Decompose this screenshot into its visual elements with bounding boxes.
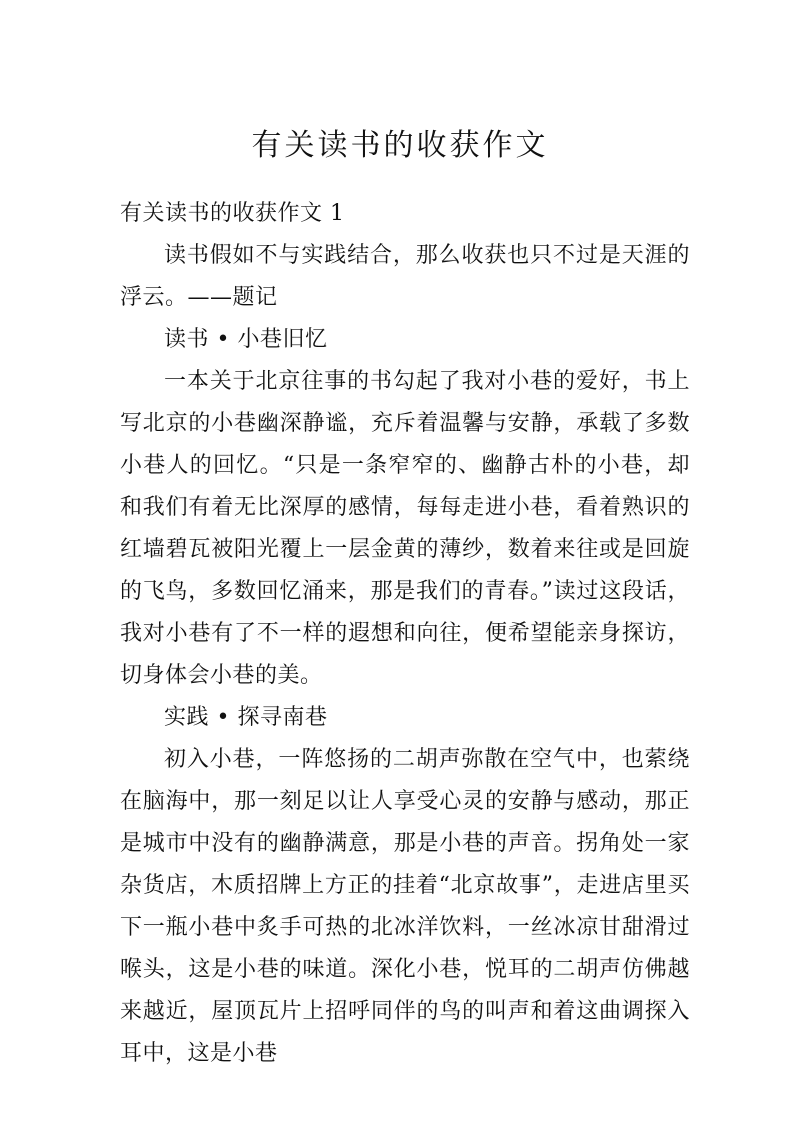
subheading-practice: 实践 • 探寻南巷 <box>164 705 328 730</box>
body-paragraph: 一本关于北京往事的书勾起了我对小巷的爱好，书上写北京的小巷幽深静谧，充斥着温馨与安静，承载了多数小巷人的回忆。“只是一条窄窄的、幽静古朴的小巷，却和我们有着无比深厚的感情，每每走进小巷，看着熟识的红墙碧瓦被阳光覆上一层金黄的薄纱，数着来往或是回旋的飞鸟，多数回忆涌来，那是我们的青春。”读过这段话，我对小巷有了不一样的遐想和向往，便希望能亲身探访，切身体会小巷的美。 <box>120 369 690 688</box>
document-title: 有关读书的收获作文 <box>251 128 549 163</box>
epigraph-paragraph: 读书假如不与实践结合，那么收获也只不过是天涯的浮云。——题记 <box>120 243 690 310</box>
subheading-reading: 读书 • 小巷旧忆 <box>164 327 328 352</box>
body-paragraph: 初入小巷，一阵悠扬的二胡声弥散在空气中，也萦绕在脑海中，那一刻足以让人享受心灵的安静与感动，那正是城市中没有的幽静满意，那是小巷的声音。拐角处一家杂货店，木质招牌上方正的挂着“北京故事”，走进店里买下一瓶小巷中炙手可热的北冰洋饮料，一丝冰凉甘甜滑过喉头，这是小巷的味道。深化小巷，悦耳的二胡声仿佛越来越近，屋顶瓦片上招呼同伴的鸟的叫声和着这曲调探入耳中，这是小巷 <box>120 747 690 1066</box>
section-heading: 有关读书的收获作文 1 <box>120 201 345 226</box>
document-body <box>120 193 690 1075</box>
